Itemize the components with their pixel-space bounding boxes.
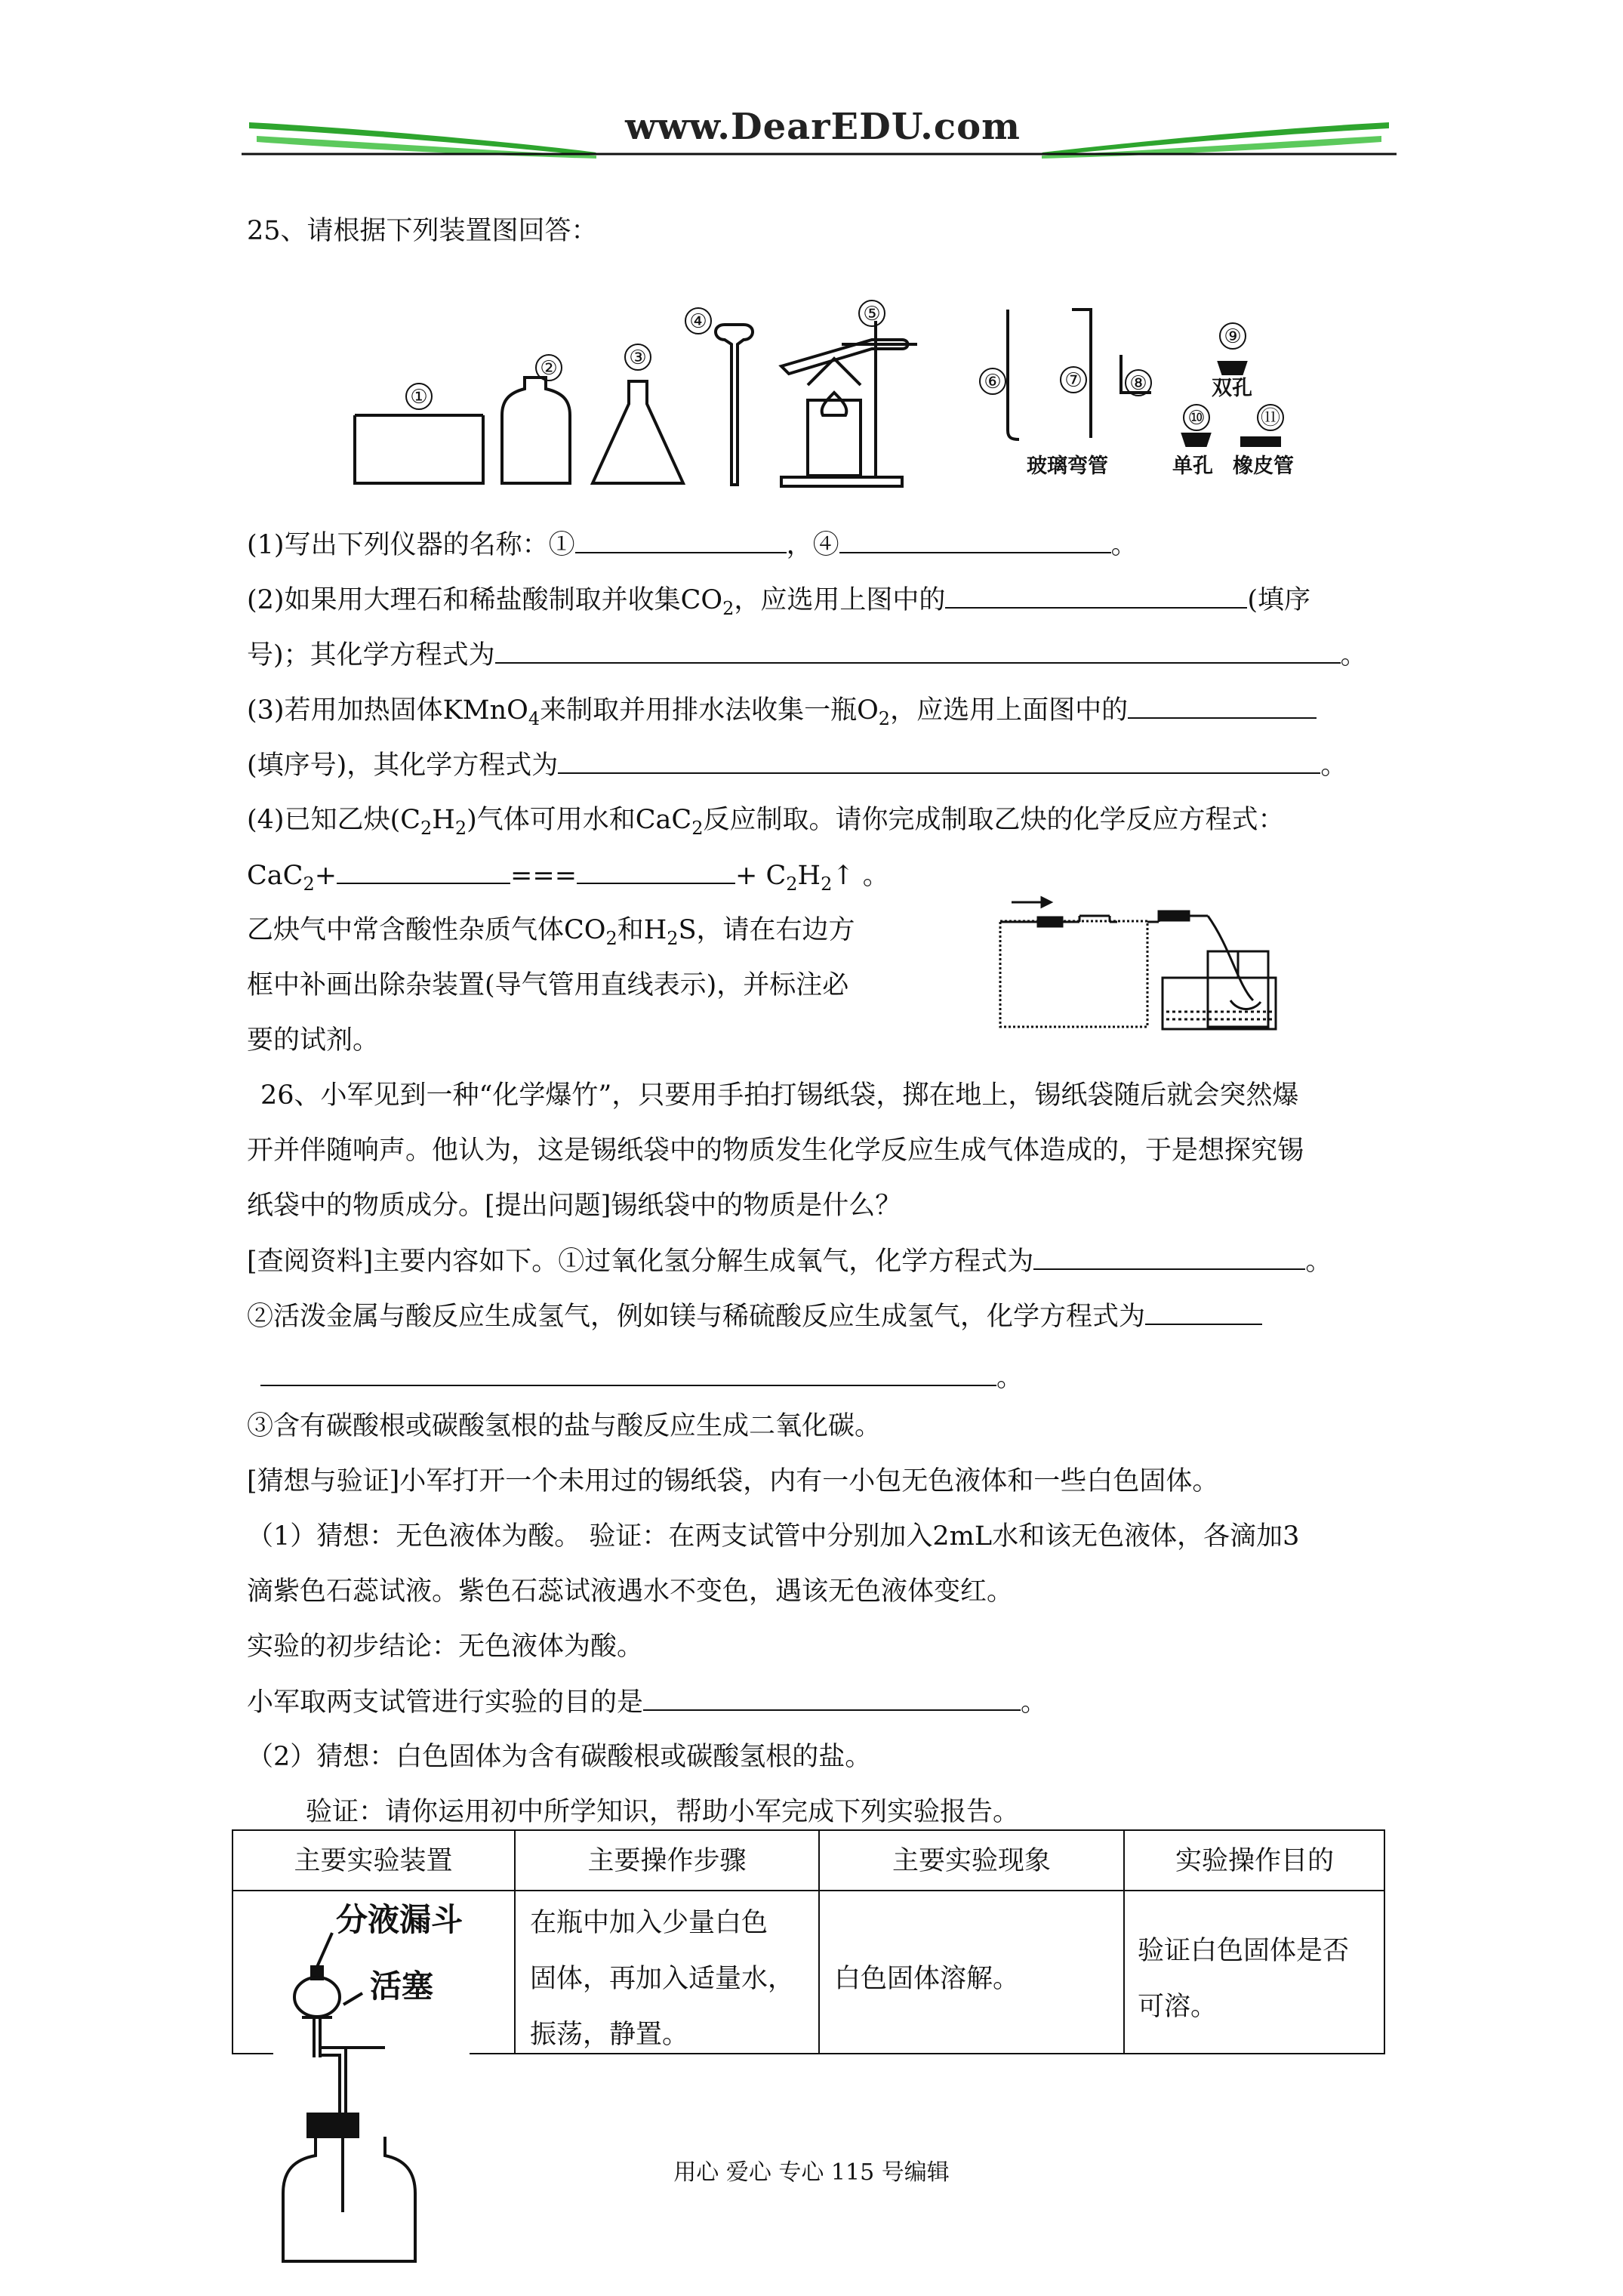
- q25-p3b: (填序号)，其化学方程式为 。: [247, 747, 1347, 784]
- q26-line-7: ③含有碳酸根或碳酸氢根的盐与酸反应生成二氧化碳。: [247, 1411, 882, 1441]
- table-step-line-1: 在瓶中加入少量白色: [530, 1908, 768, 1938]
- apparatus-num-2: ②: [540, 357, 558, 380]
- apparatus-num-5: ⑤: [863, 303, 881, 325]
- separatory-funnel-figure: [272, 1895, 498, 2265]
- label-single-hole: 单孔: [1172, 455, 1213, 478]
- q26-line-1: 26、小军见到一种“化学爆竹”，只要用手拍打锡纸袋，掷在地上，锡纸袋随后就会突然爆: [260, 1080, 1299, 1111]
- separatory-funnel-drawing: [272, 1895, 498, 2265]
- answer-blank-p2-seq[interactable]: [945, 581, 1247, 609]
- answer-blank-4[interactable]: [839, 526, 1111, 553]
- q25-equation: CaC$_2$+ === + $C_2H_2↑$ 。: [247, 857, 889, 894]
- q26-line-11: 实验的初步结论：无色液体为酸。: [247, 1632, 644, 1662]
- answer-blank-p2-eq[interactable]: [495, 636, 1341, 664]
- apparatus-num-3: ③: [629, 347, 647, 369]
- answer-blank-1[interactable]: [575, 526, 787, 553]
- apparatus-num-7: ⑦: [1064, 369, 1083, 392]
- q25-impurity-1: 乙炔气中常含酸性杂质气体$CO_2$和$H_2S$，请在右边方: [247, 915, 855, 949]
- table-header-phenomenon: 主要实验现象: [892, 1846, 1051, 1876]
- table-purpose-line-1: 验证白色固体是否: [1138, 1936, 1350, 1966]
- q25-p2b: 号)；其化学方程式为 。: [247, 636, 1367, 673]
- q26-line-4: [查阅资料]主要内容如下。①过氧化氢分解生成氧气，化学方程式为 。: [247, 1243, 1332, 1280]
- apparatus-num-6: ⑥: [984, 371, 1002, 393]
- table-purpose-line-2: 可溶。: [1138, 1992, 1218, 2022]
- answer-blank-h2o2-eq[interactable]: [1033, 1243, 1305, 1270]
- label-glass-tube: 玻璃弯管: [1027, 455, 1108, 478]
- label-separatory-funnel: 分液漏斗: [336, 1901, 463, 1938]
- purification-apparatus-figure[interactable]: [981, 887, 1291, 1031]
- q25-title: 25、请根据下列装置图回答：: [247, 216, 598, 246]
- header-logo-text: www.DearEDU.com: [625, 106, 1021, 148]
- answer-blank-purpose[interactable]: [643, 1684, 1021, 1711]
- table-header-steps: 主要操作步骤: [587, 1846, 747, 1876]
- table-phenomenon: 白色固体溶解。: [834, 1964, 1020, 1994]
- apparatus-figure: [343, 294, 1332, 491]
- answer-blank-eq-reactant[interactable]: [337, 857, 510, 884]
- q26-line-13: （2）猜想：白色固体为含有碳酸根或碳酸氢根的盐。: [247, 1742, 872, 1772]
- q26-line-14: 验证：请你运用初中所学知识，帮助小军完成下列实验报告。: [306, 1797, 1020, 1827]
- page-footer: 用心 爱心 专心 115 号编辑: [673, 2159, 950, 2186]
- q26-line-12: 小军取两支试管进行实验的目的是 。: [247, 1684, 1047, 1721]
- apparatus-num-9: ⑨: [1224, 325, 1242, 348]
- table-header-purpose: 实验操作目的: [1175, 1846, 1334, 1876]
- apparatus-num-11: ⑪: [1260, 407, 1281, 430]
- answer-blank-p3-seq[interactable]: [1128, 692, 1317, 719]
- answer-blank-eq-product[interactable]: [577, 857, 735, 884]
- q25-impurity-3: 要的试剂。: [247, 1025, 380, 1056]
- q26-line-6: 。: [260, 1359, 1023, 1396]
- q25-p4a: (4)已知乙炔$(C_2H_2)$气体可用水和CaC$_2$反应制取。请你完成制取乙炔的化学反应方程式：: [247, 805, 1285, 839]
- table-header-device: 主要实验装置: [294, 1846, 453, 1876]
- q25-p1: (1)写出下列仪器的名称：① ，④ 。: [247, 526, 1138, 563]
- label-stopcock: 活塞: [370, 1968, 434, 2005]
- q25-p2a: (2)如果用大理石和稀盐酸制取并收集$CO_2$，应选用上图中的 (填序: [247, 581, 1310, 618]
- q25-p3a: (3)若用加热固体KMnO$_4$来制取并用排水法收集一瓶$O_2$，应选用上面图中的: [247, 692, 1317, 729]
- header-banner: [242, 106, 1397, 166]
- apparatus-num-4: ④: [689, 310, 707, 333]
- answer-blank-p3-eq[interactable]: [558, 747, 1320, 774]
- q26-line-2: 开并伴随响声。他认为，这是锡纸袋中的物质发生化学反应生成气体造成的，于是想探究锡: [247, 1136, 1304, 1166]
- table-step-line-2: 固体，再加入适量水，: [530, 1964, 795, 1994]
- answer-blank-mg-eq-b[interactable]: [260, 1359, 996, 1386]
- q26-line-3: 纸袋中的物质成分。[提出问题]锡纸袋中的物质是什么？: [247, 1191, 902, 1221]
- q26-line-5: ②活泼金属与酸反应生成氢气，例如镁与稀硫酸反应生成氢气，化学方程式为: [247, 1298, 1262, 1335]
- q25-impurity-2: 框中补画出除杂装置(导气管用直线表示)，并标注必: [247, 970, 849, 1000]
- label-double-hole: 双孔: [1212, 377, 1252, 400]
- q26-line-10: 滴紫色石蕊试液。紫色石蕊试液遇水不变色，遇该无色液体变红。: [247, 1576, 1014, 1607]
- apparatus-num-1: ①: [410, 386, 428, 408]
- apparatus-num-8: ⑧: [1129, 372, 1147, 395]
- q26-line-8: [猜想与验证]小军打开一个未用过的锡纸袋，内有一小包无色液体和一些白色固体。: [247, 1466, 1219, 1496]
- answer-blank-mg-eq-a[interactable]: [1145, 1298, 1262, 1325]
- table-step-line-3: 振荡，静置。: [530, 2020, 689, 2050]
- apparatus-num-10: ⑩: [1187, 407, 1206, 430]
- label-rubber-tube: 橡皮管: [1233, 455, 1294, 478]
- q26-line-9: （1）猜想：无色液体为酸。 验证：在两支试管中分别加入2mL水和该无色液体，各滴加3: [247, 1521, 1300, 1552]
